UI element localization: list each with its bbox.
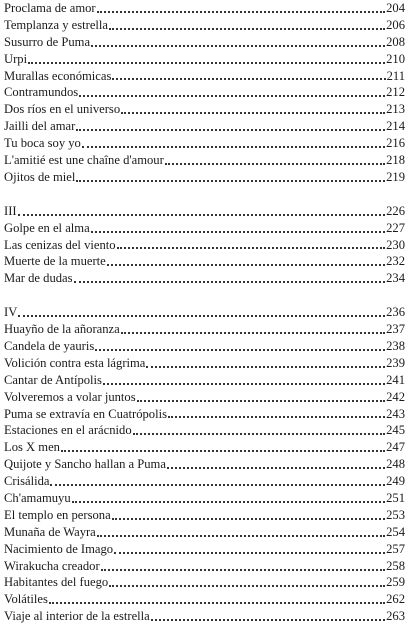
- entry-title: Volveremos a volar juntos: [4, 389, 136, 404]
- dot-leader: [28, 62, 385, 64]
- entry-title: Proclama de amor: [4, 0, 96, 15]
- entry-title: Mar de dudas: [4, 271, 73, 286]
- section-gap: [4, 186, 405, 203]
- dot-leader: [79, 95, 385, 97]
- entry-page-number: 237: [386, 322, 405, 337]
- entry-page-number: 247: [386, 440, 405, 455]
- dot-leader: [61, 450, 385, 452]
- entry-title: Huayño de la añoranza: [4, 322, 120, 337]
- toc-entry: [4, 270, 405, 287]
- dot-leader: [76, 180, 385, 182]
- entry-title: Munaña de Wayra: [4, 524, 96, 539]
- toc-entry: [4, 34, 405, 51]
- entry-title: Volátiles: [4, 592, 48, 607]
- toc-entry: [4, 507, 405, 524]
- entry-page-number: 213: [386, 102, 405, 117]
- entry-page-number: 259: [386, 575, 405, 590]
- toc-entry: [4, 591, 405, 608]
- dot-leader: [97, 535, 385, 537]
- toc-entry: [4, 338, 405, 355]
- dot-leader: [114, 552, 385, 554]
- entry-page-number: 214: [386, 119, 405, 134]
- entry-page-number: 254: [386, 524, 405, 539]
- entry-title: Susurro de Puma: [4, 34, 91, 49]
- entry-title: Ch'amamuyu: [4, 491, 71, 506]
- entry-page-number: 227: [386, 220, 405, 235]
- dot-leader: [18, 214, 386, 216]
- entry-title: Volición contra esta lágrima: [4, 355, 146, 370]
- entry-title: Contramundos: [4, 85, 79, 100]
- entry-page-number: 208: [386, 34, 405, 49]
- toc-entry: [4, 237, 405, 254]
- entry-page-number: 258: [386, 558, 405, 573]
- entry-title: Nacimiento de Imago: [4, 541, 114, 556]
- toc-entry: [4, 389, 405, 406]
- entry-page-number: 226: [386, 203, 405, 218]
- toc-entry: [4, 169, 405, 186]
- entry-title: Viaje al interior de la estrella: [4, 609, 150, 624]
- toc-entry: [4, 304, 405, 321]
- entry-page-number: 234: [386, 271, 405, 286]
- toc-entry: [4, 203, 405, 220]
- toc-entry: [4, 422, 405, 439]
- entry-title: Crisálida: [4, 474, 50, 489]
- entry-page-number: 262: [386, 592, 405, 607]
- entry-title: Quijote y Sancho hallan a Puma: [4, 457, 166, 472]
- toc-section: [4, 304, 405, 625]
- entry-page-number: 251: [386, 491, 405, 506]
- entry-page-number: 238: [386, 339, 405, 354]
- dot-leader: [107, 264, 385, 266]
- entry-title: L'amitié est une chaîne d'amour: [4, 153, 164, 167]
- toc-entry: [4, 439, 405, 456]
- entry-page-number: 219: [386, 169, 405, 184]
- toc-entry: [4, 321, 405, 338]
- entry-title: Templanza y estrella: [4, 17, 109, 32]
- entry-title: Jailli del amar: [4, 119, 76, 134]
- toc-entry: [4, 372, 405, 389]
- toc-entry: [4, 355, 405, 372]
- toc-entry: [4, 135, 405, 152]
- entry-page-number: 253: [386, 507, 405, 522]
- toc-entry: [4, 220, 405, 237]
- entry-title: Murallas económicas: [4, 68, 112, 83]
- entry-page-number: 232: [386, 254, 405, 269]
- dot-leader: [146, 366, 385, 368]
- toc-entry: [4, 473, 405, 490]
- toc-entry: [4, 524, 405, 541]
- entry-title: Estaciones en el arácnido: [4, 423, 132, 438]
- entry-page-number: 211: [386, 68, 405, 83]
- toc-entry: [4, 253, 405, 270]
- entry-page-number: 206: [386, 17, 405, 32]
- toc-entry: [4, 608, 405, 625]
- entry-title: Dos ríos en el universo: [4, 102, 121, 117]
- toc-entry: [4, 541, 405, 558]
- dot-leader: [117, 247, 386, 249]
- dot-leader: [121, 332, 385, 334]
- dot-leader: [121, 112, 385, 114]
- toc-entry: [4, 101, 405, 118]
- dot-leader: [74, 281, 386, 283]
- dot-leader: [165, 163, 385, 165]
- entry-page-number: 212: [386, 85, 405, 100]
- entry-title: Cantar de Antípolis: [4, 372, 102, 387]
- entry-title: Los X men: [4, 440, 60, 455]
- toc-entry: [4, 490, 405, 507]
- entry-title: Wirakucha creador: [4, 558, 100, 573]
- toc-section: [4, 0, 405, 186]
- dot-leader: [168, 416, 385, 418]
- toc-entry: [4, 17, 405, 34]
- toc-entry: [4, 575, 405, 592]
- entry-page-number: 230: [386, 237, 405, 252]
- dot-leader: [137, 400, 385, 402]
- entry-title: Puma se extravía en Cuatrópolis: [4, 406, 167, 421]
- toc-section: [4, 203, 405, 287]
- dot-leader: [91, 45, 385, 47]
- toc-entry: [4, 152, 405, 169]
- dot-leader: [133, 433, 385, 435]
- entry-page-number: 236: [386, 305, 405, 320]
- dot-leader: [72, 501, 385, 503]
- entry-title: Habitantes del fuego: [4, 575, 109, 590]
- entry-title: Urpi: [4, 51, 28, 66]
- table-of-contents: [4, 0, 405, 625]
- section-gap: [4, 287, 405, 304]
- entry-title: Candela de yauris: [4, 339, 95, 354]
- entry-page-number: 216: [386, 136, 405, 151]
- entry-page-number: 241: [386, 372, 405, 387]
- entry-page-number: 263: [386, 609, 405, 624]
- entry-page-number: 239: [386, 355, 405, 370]
- dot-leader: [82, 146, 385, 148]
- entry-page-number: 257: [386, 541, 405, 556]
- entry-page-number: 245: [386, 423, 405, 438]
- dot-leader: [91, 231, 385, 233]
- entry-title: Tu boca soy yo: [4, 136, 81, 151]
- entry-page-number: 249: [386, 474, 405, 489]
- dot-leader: [112, 518, 385, 520]
- dot-leader: [151, 619, 385, 621]
- dot-leader: [97, 11, 385, 13]
- entry-title: El templo en persona: [4, 507, 111, 522]
- entry-title: IV: [4, 305, 18, 320]
- entry-title: Golpe en el alma: [4, 220, 90, 235]
- toc-entry: [4, 0, 405, 17]
- entry-title: Las cenizas del viento: [4, 237, 116, 252]
- dot-leader: [167, 467, 385, 469]
- dot-leader: [76, 129, 385, 131]
- toc-entry: [4, 84, 405, 101]
- entry-title: III: [4, 203, 17, 218]
- entry-title: Ojitos de miel: [4, 169, 76, 184]
- toc-entry: [4, 51, 405, 68]
- dot-leader: [109, 585, 385, 587]
- toc-entry: [4, 406, 405, 423]
- toc-entry: [4, 456, 405, 473]
- dot-leader: [101, 569, 385, 571]
- entry-page-number: 204: [386, 0, 405, 15]
- entry-page-number: 243: [386, 406, 405, 421]
- dot-leader: [112, 78, 385, 80]
- toc-entry: [4, 68, 405, 85]
- entry-page-number: 210: [386, 51, 405, 66]
- dot-leader: [103, 383, 385, 385]
- dot-leader: [109, 28, 385, 30]
- dot-leader: [18, 315, 385, 317]
- toc-entry: [4, 558, 405, 575]
- dot-leader: [50, 484, 385, 486]
- toc-entry: [4, 118, 405, 135]
- dot-leader: [95, 349, 385, 351]
- dot-leader: [49, 602, 385, 604]
- entry-page-number: 242: [386, 389, 405, 404]
- entry-title: Muerte de la muerte: [4, 254, 106, 269]
- entry-page-number: 218: [386, 153, 405, 167]
- entry-page-number: 248: [386, 457, 405, 472]
